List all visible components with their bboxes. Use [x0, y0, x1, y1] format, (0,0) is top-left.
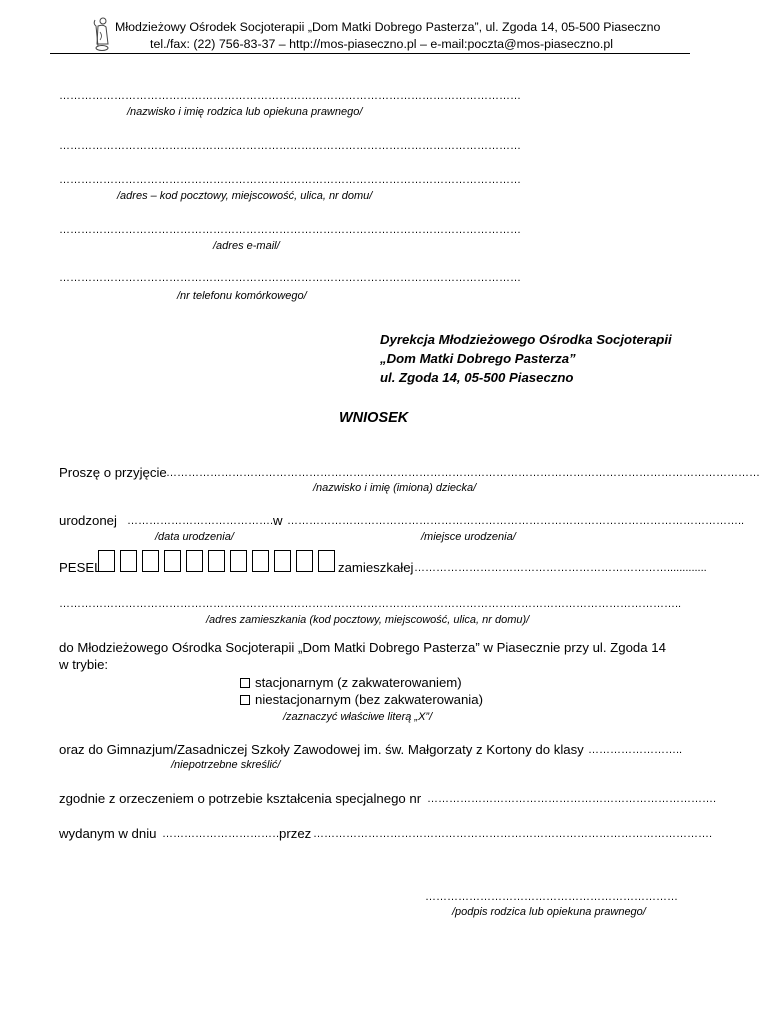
birth-place-caption: /miejsce urodzenia/	[421, 531, 516, 543]
ruling-text: zgodnie z orzeczeniem o potrzebie kształcenia specjalnego nr	[59, 791, 422, 806]
ruling-number-field: …………………………………………………………………….	[427, 793, 717, 805]
birth-date-field: ………………………………….	[127, 515, 274, 527]
school-caption: /niepotrzebne skreślić/	[171, 759, 281, 771]
pesel-box-11[interactable]	[318, 550, 335, 572]
signature-field: ……………………………………………………………	[425, 891, 678, 903]
header-line-2: tel./fax: (22) 756-83-37 – http://mos-piaseczno.pl – e-mail:poczta@mos-piaseczno.pl	[150, 37, 613, 51]
header-divider	[50, 53, 690, 54]
child-name-caption: /nazwisko i imię (imiona) dziecka/	[313, 482, 477, 494]
pesel-box-2[interactable]	[120, 550, 137, 572]
in-label: w	[273, 513, 283, 528]
email-caption: /adres e-mail/	[213, 240, 280, 252]
child-name-field: ………………………………………………………………………………………………………………………………………………	[166, 467, 760, 479]
mode-label: w trybie:	[59, 657, 109, 672]
applicant-name-caption: /nazwisko i imię rodzica lub opiekuna prawnego/	[127, 106, 363, 118]
shepherd-logo-icon	[92, 16, 112, 52]
resident-label: zamieszkałej	[338, 560, 414, 575]
pesel-box-3[interactable]	[142, 550, 159, 572]
checkbox-stationary[interactable]	[240, 678, 250, 688]
address-line-1: ………………………………………………………………………………………………………………	[59, 140, 521, 152]
class-field: ……………………..	[588, 744, 683, 756]
option-nonstationary[interactable]	[240, 692, 483, 707]
request-label: Proszę o przyjęcie	[59, 465, 167, 480]
birth-place-field: ……………………………………………………………………………………………………………..	[287, 515, 745, 527]
admission-text: do Młodzieżowego Ośrodka Socjoterapii „Dom Matki Dobrego Pasterza” w Piasecznie przy ul. Zgoda 14	[59, 640, 666, 655]
mode-caption: /zaznaczyć właściwe literą „X”/	[283, 711, 433, 723]
pesel-box-8[interactable]	[252, 550, 269, 572]
pesel-box-1[interactable]	[98, 550, 115, 572]
applicant-name-line: ………………………………………………………………………………………………………………	[59, 90, 521, 102]
option-stationary-label: stacjonarnym (z zakwaterowaniem)	[255, 675, 462, 690]
issued-label: wydanym w dniu	[59, 826, 157, 841]
resident-field: …………………………………………………………….............	[414, 562, 707, 574]
pesel-box-4[interactable]	[164, 550, 181, 572]
phone-caption: /nr telefonu komórkowego/	[177, 290, 307, 302]
pesel-box-10[interactable]	[296, 550, 313, 572]
pesel-box-7[interactable]	[230, 550, 247, 572]
recipient-line-2: „Dom Matki Dobrego Pasterza”	[380, 351, 576, 366]
issuer-field: ……………………………………………………………………………………………….	[313, 828, 713, 840]
address-line-2: ………………………………………………………………………………………………………………	[59, 174, 521, 186]
email-line: ………………………………………………………………………………………………………………	[59, 224, 521, 236]
birth-date-caption: /data urodzenia/	[155, 531, 234, 543]
pesel-label: PESEL	[59, 560, 102, 575]
recipient-line-3: ul. Zgoda 14, 05-500 Piaseczno	[380, 370, 574, 385]
resident-address-field: ……………………………………………………………………………………………………………………………………………………..	[59, 598, 682, 610]
option-nonstationary-label: niestacjonarnym (bez zakwaterowania)	[255, 692, 483, 707]
school-text: oraz do Gimnazjum/Zasadniczej Szkoły Zawodowej im. św. Małgorzaty z Kortony do klasy	[59, 742, 584, 757]
signature-caption: /podpis rodzica lub opiekuna prawnego/	[452, 906, 646, 918]
pesel-box-5[interactable]	[186, 550, 203, 572]
pesel-box-6[interactable]	[208, 550, 225, 572]
phone-line: ………………………………………………………………………………………………………………	[59, 272, 521, 284]
resident-address-caption: /adres zamieszkania (kod pocztowy, miejscowość, ulica, nr domu)/	[206, 614, 530, 626]
document-title: WNIOSEK	[339, 410, 409, 426]
header-line-1: Młodzieżowy Ośrodek Socjoterapii „Dom Matki Dobrego Pasterza”, ul. Zgoda 14, 05-500 Piaseczno	[115, 20, 661, 34]
pesel-box-9[interactable]	[274, 550, 291, 572]
address-caption: /adres – kod pocztowy, miejscowość, ulica, nr domu/	[117, 190, 373, 202]
born-label: urodzonej	[59, 513, 117, 528]
by-label: przez	[279, 826, 312, 841]
option-stationary[interactable]	[240, 675, 462, 690]
issued-date-field: ……………………………	[162, 828, 283, 840]
checkbox-nonstationary[interactable]	[240, 695, 250, 705]
recipient-line-1: Dyrekcja Młodzieżowego Ośrodka Socjoterapii	[380, 332, 672, 347]
